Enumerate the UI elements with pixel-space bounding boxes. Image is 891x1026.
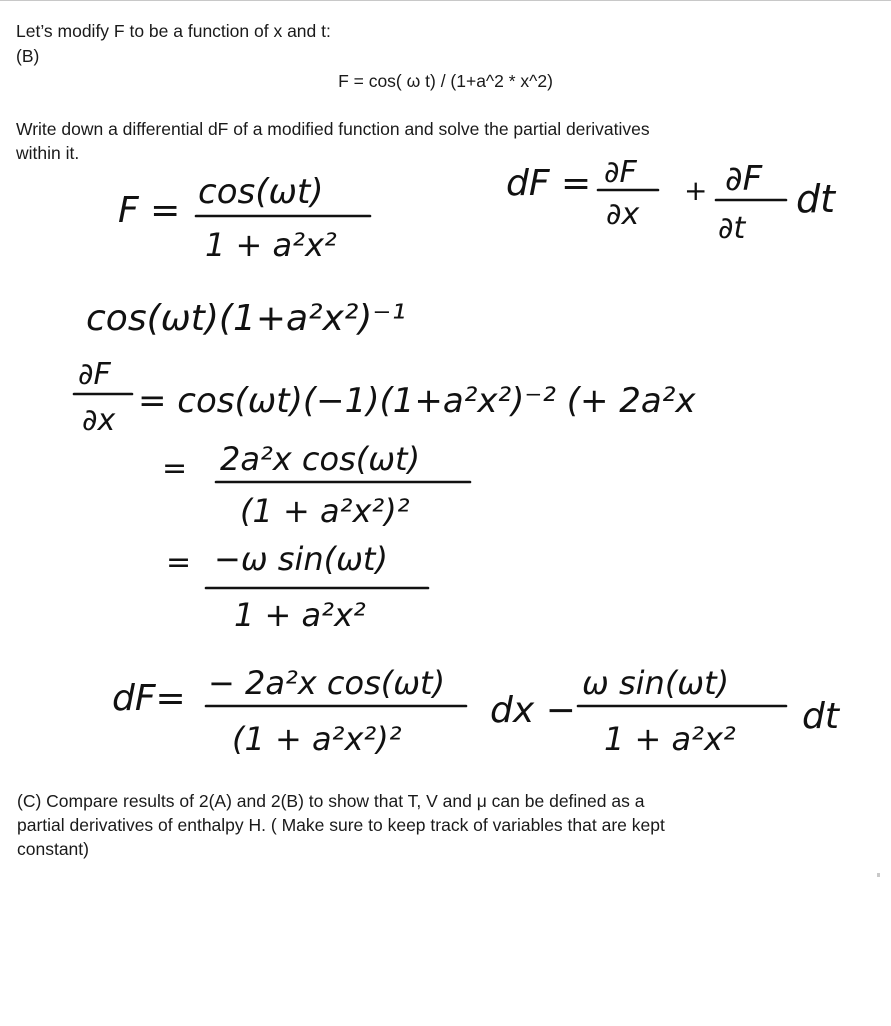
hw-dfdx-den: ∂x bbox=[82, 403, 116, 438]
hw-dt: dt bbox=[796, 177, 836, 221]
hw-final-dt: dt bbox=[802, 696, 839, 737]
hw-eq-sign-2: = bbox=[166, 545, 192, 580]
hw-result1-num: 2a²x cos(ωt) bbox=[220, 440, 421, 478]
hw-rewrite: cos(ωt)(1+a²x²)⁻¹ bbox=[86, 298, 406, 339]
part-c-line-1: (C) Compare results of 2(A) and 2(B) to show that T, V and μ can be defined as a bbox=[17, 791, 645, 811]
part-c-text bbox=[17, 789, 867, 861]
hw-final-den2: 1 + a²x² bbox=[604, 720, 736, 758]
hw-final-num1: − 2a²x cos(ωt) bbox=[208, 664, 446, 702]
hw-dF-term1-den: ∂x bbox=[606, 197, 640, 232]
hw-dF-term2-num: ∂F bbox=[725, 159, 763, 199]
hw-final-lhs: dF= bbox=[112, 678, 186, 719]
hw-dF-term2-den: ∂t bbox=[718, 211, 746, 246]
instruction-line-2: within it. bbox=[16, 143, 80, 163]
hw-F-equals: F = bbox=[118, 190, 181, 231]
hw-dfdx-rhs: = cos(ωt)(−1)(1+a²x²)⁻² (+ 2a²x bbox=[138, 381, 696, 421]
hw-final-den1: (1 + a²x²)² bbox=[232, 720, 402, 758]
hw-final-num2: ω sin(ωt) bbox=[582, 664, 730, 702]
hw-result1-den: (1 + a²x²)² bbox=[240, 492, 410, 530]
hw-final-dx-minus: dx − bbox=[490, 690, 576, 731]
hw-result2-num: −ω sin(ωt) bbox=[214, 540, 388, 578]
hw-plus: + bbox=[684, 174, 708, 207]
instruction-line-1: Write down a differential dF of a modified function and solve the partial derivatives bbox=[16, 119, 650, 139]
intro-text: Let’s modify F to be a function of x and t: bbox=[16, 21, 331, 41]
hw-dF-lhs: dF = bbox=[506, 163, 592, 204]
hw-F-numerator: cos(ωt) bbox=[198, 172, 324, 212]
part-b-label: (B) bbox=[16, 46, 40, 66]
part-c-line-2: partial derivatives of enthalpy H. ( Make sure to keep track of variables that are kept bbox=[17, 815, 665, 835]
hw-F-denominator: 1 + a²x² bbox=[205, 226, 337, 264]
function-equation: F = cos( ω t) / (1+a^2 * x^2) bbox=[338, 71, 553, 91]
scroll-indicator bbox=[877, 873, 880, 877]
hw-dfdx-num: ∂F bbox=[78, 357, 111, 392]
part-c-line-3: constant) bbox=[17, 839, 89, 859]
hw-result2-den: 1 + a²x² bbox=[234, 596, 366, 634]
hw-eq-sign-1: = bbox=[162, 451, 188, 486]
hw-dF-term1-num: ∂F bbox=[604, 155, 637, 190]
